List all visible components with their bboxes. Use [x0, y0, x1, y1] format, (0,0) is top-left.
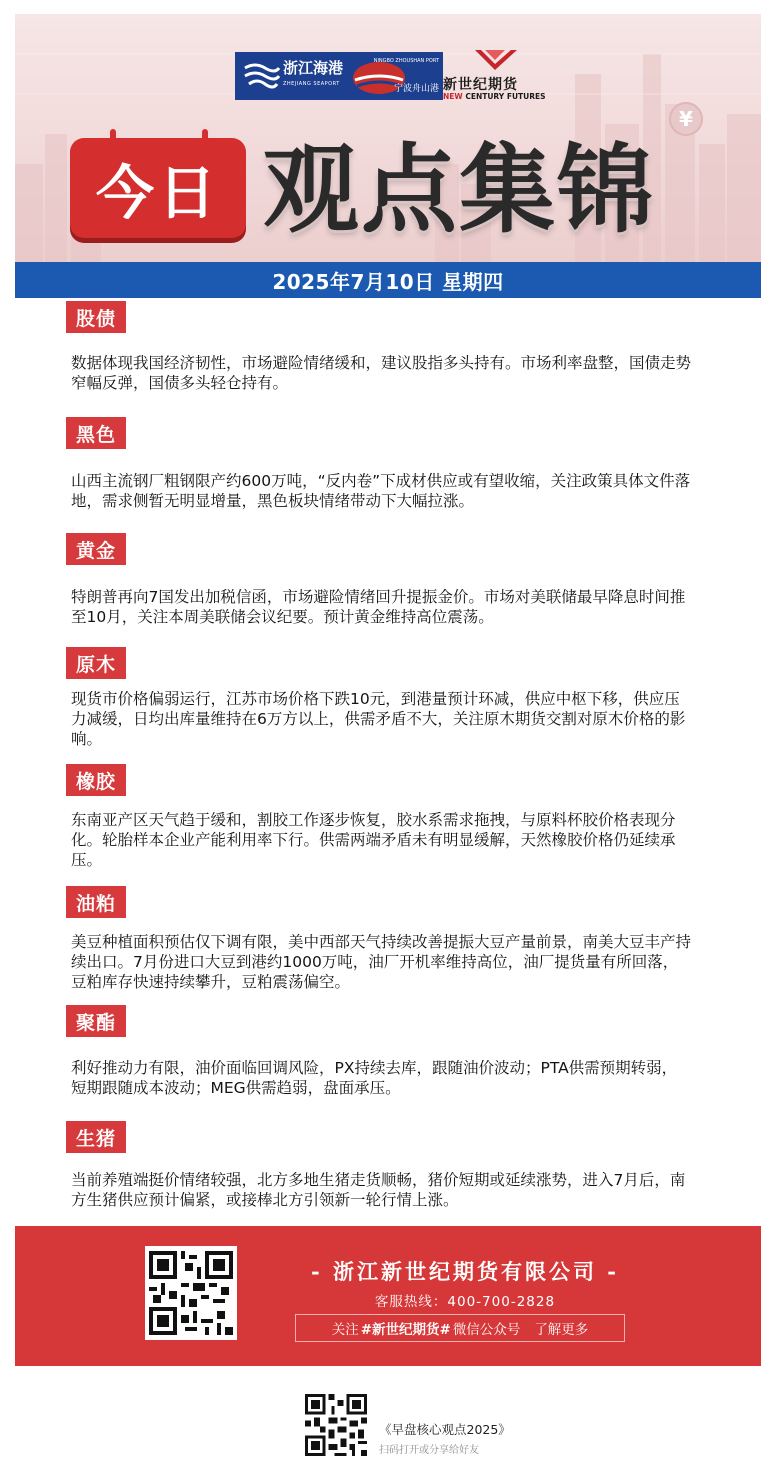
section-tag-ferrous: 黑色	[66, 417, 126, 449]
zhejiang-seaport-logo	[235, 52, 443, 100]
seaport-name-en: ZHEJIANG SEAPORT	[283, 81, 340, 87]
section-text-ferrous: 山西主流钢厂粗钢限产约600万吨，“反内卷”下成材供应或有望收缩，关注政策具体文件落地，需求侧暂无明显增量，黑色板块情绪带动下大幅拉涨。	[71, 472, 691, 510]
date-bar: 2025年7月10日 星期四	[15, 262, 761, 298]
section-tag-gold: 黄金	[66, 533, 126, 565]
mini-program-subtitle: 扫码打开或分享给好友	[379, 1445, 479, 1456]
footer-banner	[15, 1226, 761, 1366]
seaport-name-cn: 浙江海港	[283, 59, 344, 77]
section-tag-polyester: 聚酯	[66, 1005, 126, 1037]
section-text-polyester: 利好推动力有限，油价面临回调风险，PX持续去库，跟随油价波动；PTA供需预期转弱，短期跟随成本波动；MEG供需趋弱，盘面承压。	[71, 1059, 678, 1097]
yen-coin-icon: ¥	[669, 102, 703, 136]
customer-hotline: 客服热线：400-700-2828	[374, 1294, 556, 1310]
new-century-wing-icon	[471, 48, 521, 74]
seaport-wave-icon	[241, 56, 281, 96]
mini-program-title: 《早盘核心观点2025》	[379, 1422, 511, 1437]
page-title: 观点集锦	[263, 134, 655, 246]
ningbo-port-logo	[349, 54, 443, 98]
section-text-hog: 当前养殖端挺价情绪较强，北方多地生猪走货顺畅，猪价短期或延续涨势，进入7月后，南方生猪供应预计偏紧，或接棒北方引领新一轮行情上涨。	[71, 1171, 686, 1209]
new-century-name-cn: 新世纪期货	[443, 77, 518, 93]
follow-prefix: 关注	[331, 1322, 359, 1338]
company-name: - 浙江新世纪期货有限公司 -	[310, 1259, 620, 1284]
section-tag-rubber: 橡胶	[66, 764, 126, 796]
follow-brand: #新世纪期货#	[360, 1322, 451, 1338]
follow-wechat-button[interactable]	[295, 1314, 625, 1342]
section-text-gold: 特朗普再向7国发出加税信函，市场避险情绪回升提振金价。市场对美联储最早降息时间推至10月，关注本周美联储会议纪要。预计黄金维持高位震荡。	[71, 588, 686, 626]
mini-program-qr-code[interactable]	[305, 1394, 367, 1456]
section-tag-hog: 生猪	[66, 1121, 126, 1153]
new-century-name-en-1: NEW	[443, 92, 463, 101]
section-tag-oilseeds: 油粕	[66, 886, 126, 918]
today-badge: 今日	[70, 138, 246, 238]
wechat-qr-code[interactable]	[145, 1246, 237, 1340]
follow-account: 微信公众号	[452, 1322, 521, 1338]
section-tag-log: 原木	[66, 647, 126, 679]
section-text-rubber: 东南亚产区天气趋于缓和，割胶工作逐步恢复，胶水系需求拖拽，与原料杯胶价格表现分化。轮胎样本企业产能利用率下行。供需两端矛盾未有明显缓解，天然橡胶价格仍延续承压。	[71, 811, 676, 869]
learn-more-link[interactable]: 了解更多	[534, 1322, 589, 1338]
header-banner	[15, 14, 761, 262]
new-century-futures-logo	[443, 48, 553, 104]
section-text-log: 现货市价格偏弱运行，江苏市场价格下跌10元，到港量预计环减，供应中枢下移，供应压力减缓，日均出库量维持在6万方以上，供需矛盾不大，关注原木期货交割对原木价格的影响。	[71, 690, 686, 748]
section-text-stock-bond: 数据体现我国经济韧性，市场避险情绪缓和，建议股指多头持有。市场利率盘整，国债走势窄幅反弹，国债多头轻仓持有。	[71, 354, 692, 392]
ningbo-port-en: NINGBO ZHOUSHAN PORT	[373, 58, 439, 64]
ningbo-port-cn: 宁波舟山港	[393, 84, 439, 94]
section-tag-stock-bond: 股债	[66, 301, 126, 333]
section-text-oilseeds: 美豆种植面积预估仅下调有限，美中西部天气持续改善提振大豆产量前景，南美大豆丰产持续出口。7月份进口大豆到港约1000万吨，油厂开机率维持高位，油厂提货量有所回落，豆粕库存快速持续攀升，豆粕震荡偏空。	[71, 933, 692, 991]
new-century-name-en	[443, 92, 546, 101]
new-century-name-en-2: CENTURY FUTURES	[465, 92, 546, 101]
